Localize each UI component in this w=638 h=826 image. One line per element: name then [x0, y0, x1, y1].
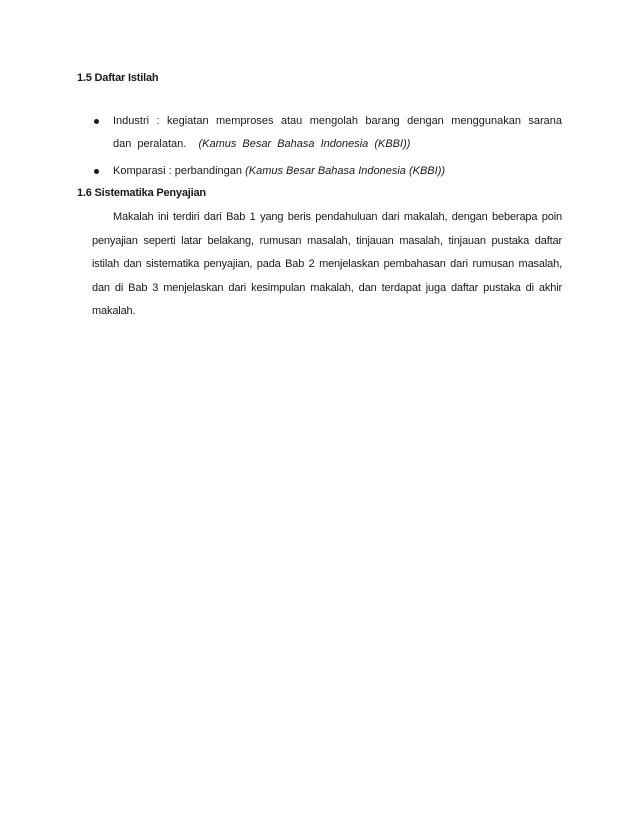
glossary-entry-text: [113, 160, 562, 183]
glossary-term-definition: Komparasi : perbandingan: [113, 165, 243, 177]
glossary-term-definition: Industri : kegiatan memproses atau mengolah barang dengan menggunakan sarana dan peralatan.: [113, 115, 562, 150]
body-paragraph: Makalah ini terdiri dari Bab 1 yang beris pendahuluan dari makalah, dengan beberapa poin penyajian seperti latar belakang, rumusan masalah, tinjauan masalah, tinjauan pustaka daftar istilah dan sistematika penyajian, pada Bab 2 menjelaskan pembahasan dari rumusan masalah, dan di Bab 3 menjelaskan dari kesimpulan makalah, dan terdapat juga daftar pustaka di akhir makalah.: [92, 211, 562, 317]
section-heading-sistematika-penyajian: 1.6 Sistematika Penyajian: [77, 187, 206, 199]
glossary-source: (Kamus Besar Bahasa Indonesia (KBBI)): [245, 165, 446, 177]
glossary-source: (Kamus Besar Bahasa Indonesia (KBBI)): [198, 138, 411, 150]
bullet-icon: [94, 119, 99, 124]
list-item: [92, 110, 562, 156]
section-heading-daftar-istilah: 1.5 Daftar Istilah: [77, 72, 159, 84]
list-item: [92, 160, 562, 183]
glossary-entry-text: [113, 110, 562, 156]
bullet-icon: [94, 169, 99, 174]
glossary-list: [92, 110, 562, 187]
